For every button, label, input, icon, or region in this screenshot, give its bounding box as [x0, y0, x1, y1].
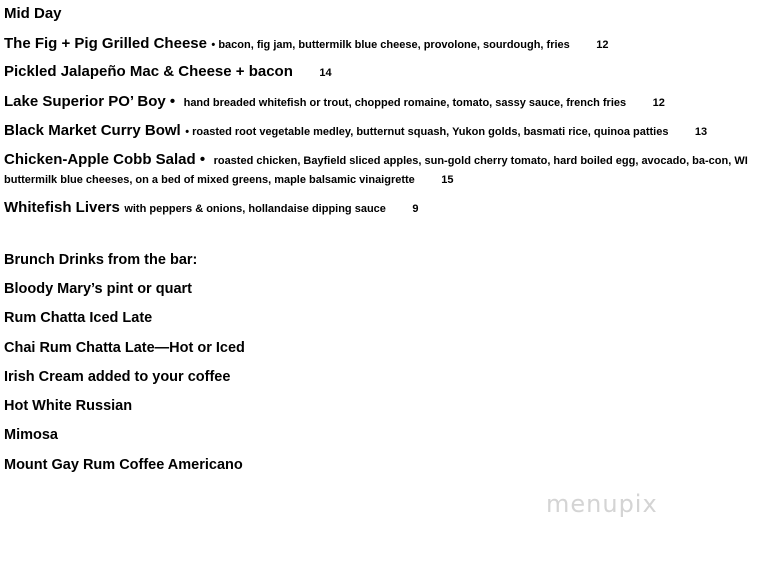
- watermark-logo: menupix: [546, 490, 658, 518]
- drink-item: Irish Cream added to your coffee: [4, 369, 231, 385]
- menu-item: [4, 122, 707, 141]
- item-price: 15: [441, 174, 454, 186]
- item-price: 12: [652, 97, 665, 109]
- menu-item: [4, 35, 608, 54]
- item-price: 12: [596, 39, 609, 51]
- item-name: Whitefish Livers: [4, 199, 120, 216]
- drink-item: Bloody Mary’s pint or quart: [4, 281, 192, 297]
- item-name: Pickled Jalapeño Mac & Cheese + bacon: [4, 63, 293, 80]
- drinks-title: Brunch Drinks from the bar:: [4, 252, 198, 268]
- menu-item: [4, 63, 332, 82]
- item-desc: • roasted root vegetable medley, butternut squash, Yukon golds, basmati rice, quinoa patties: [185, 126, 669, 138]
- item-price: 14: [319, 67, 332, 79]
- item-name: Black Market Curry Bowl: [4, 122, 181, 139]
- menu-item: [4, 93, 665, 112]
- section-title: Mid Day: [4, 5, 62, 22]
- drink-item: Mimosa: [4, 427, 58, 443]
- item-price: 13: [694, 126, 708, 138]
- item-desc: with peppers & onions, hollandaise dipping sauce: [124, 203, 386, 215]
- item-desc: hand breaded whitefish or trout, chopped romaine, tomato, sassy sauce, french fries: [183, 97, 627, 109]
- item-desc: roasted chicken, Bayfield sliced apples, sun-gold cherry tomato, hard boiled egg, avocado, ba-con, WI buttermilk blue cheeses, on a bed of mixed greens, maple balsamic vinaigrette: [4, 155, 748, 186]
- menu-item: [4, 151, 770, 189]
- item-name: Lake Superior PO’ Boy •: [4, 93, 176, 110]
- item-name: The Fig + Pig Grilled Cheese: [4, 35, 207, 52]
- menu-item: [4, 199, 418, 218]
- drink-item: Rum Chatta Iced Late: [4, 310, 153, 326]
- drink-item: Chai Rum Chatta Late—Hot or Iced: [4, 340, 245, 356]
- drink-item: Hot White Russian: [4, 398, 133, 414]
- item-price: 9: [412, 203, 419, 215]
- item-name: Chicken-Apple Cobb Salad •: [4, 151, 206, 168]
- drink-item: Mount Gay Rum Coffee Americano: [4, 457, 243, 473]
- item-desc: • bacon, fig jam, buttermilk blue cheese, provolone, sourdough, fries: [211, 39, 570, 51]
